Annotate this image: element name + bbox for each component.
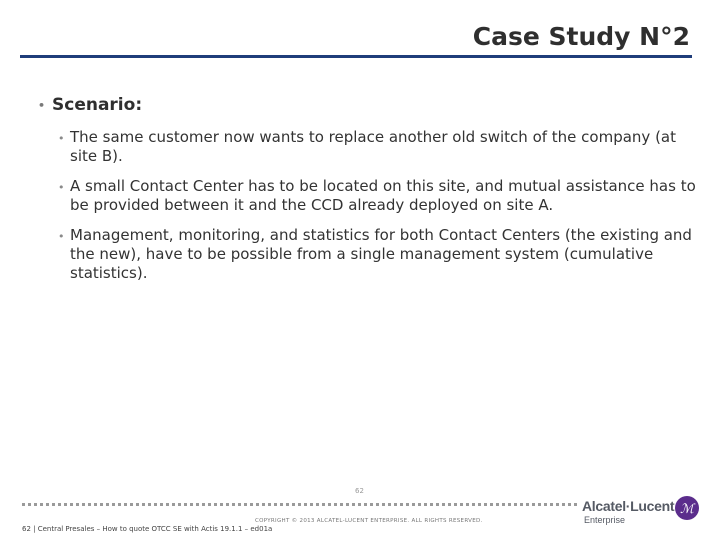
bullet-item [58, 128, 702, 166]
bullet-text: Management, monitoring, and statistics for both Contact Centers (the existing and the new), have to be possible from a single management system (cumulative statistics). [70, 226, 692, 282]
slide-title: Case Study N°2 [472, 22, 690, 51]
bullet-item [58, 177, 702, 215]
bullet-item [58, 226, 702, 283]
logo-wordmark: Alcatel·Lucent [582, 498, 675, 514]
logo-subtitle: Enterprise [584, 515, 626, 525]
bullet-dot-icon: • [58, 181, 65, 194]
bullet-dot-icon: • [58, 230, 65, 243]
copyright-notice: COPYRIGHT © 2013 ALCATEL-LUCENT ENTERPRISE. ALL RIGHTS RESERVED. [255, 518, 483, 524]
page-number: 62 [355, 487, 364, 495]
bullet-dot-icon: • [38, 99, 46, 112]
footer-caption: 62 | Central Presales – How to quote OTCC SE with Actis 19.1.1 – ed01a [22, 525, 273, 533]
scenario-heading [30, 95, 710, 115]
bullet-dot-icon: • [58, 132, 65, 145]
bullet-text: The same customer now wants to replace another old switch of the company (at site B). [70, 128, 677, 165]
slide-content [30, 95, 710, 294]
title-divider [20, 55, 692, 58]
bullet-text: A small Contact Center has to be located on this site, and mutual assistance has to be provided between it and the CCD already deployed on site A. [70, 177, 696, 214]
footer-dotted-divider [22, 503, 577, 506]
company-logo [582, 495, 702, 529]
scenario-heading-text: Scenario: [52, 95, 143, 115]
alcatel-lucent-mark-icon [674, 495, 700, 521]
svg-text:ℳ: ℳ [680, 502, 694, 517]
